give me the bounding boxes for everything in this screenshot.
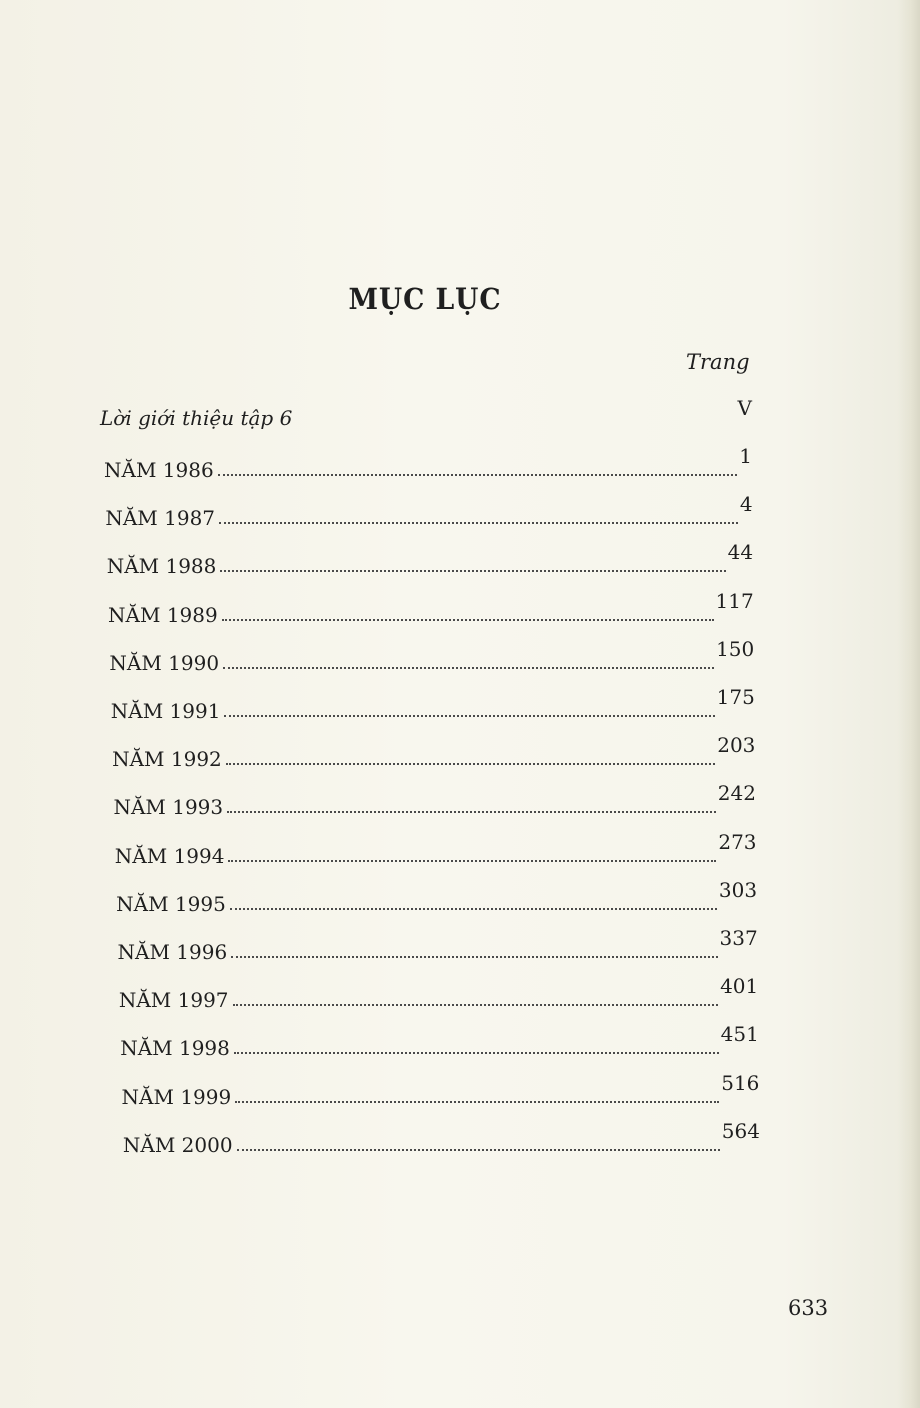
toc-entry-label: NĂM 1992 [112,747,222,772]
toc-entry-page: 401 [720,974,759,999]
dot-leader [219,521,738,524]
dot-leader [226,762,715,765]
toc-intro-row [100,396,752,432]
toc-entry-page: 303 [718,877,758,902]
toc-entry-page: 150 [716,636,755,661]
dot-leader [237,1148,720,1151]
toc-entry-label: NĂM 1990 [109,650,220,675]
dot-leader [234,1051,719,1054]
toc-entry-label: NĂM 1994 [114,843,225,868]
toc-entry-label: NĂM 1986 [104,458,214,482]
toc-entry [109,636,755,675]
toc-entry [116,877,758,916]
toc-entry-label: NĂM 1998 [120,1036,230,1061]
toc-entry-label: NĂM 1999 [121,1084,232,1109]
toc-entry-label: NĂM 1989 [108,602,218,627]
toc-entry [108,588,754,627]
toc-entry [110,685,755,723]
dot-leader [228,859,716,862]
toc-entry-label: NĂM 1997 [118,988,229,1013]
dot-leader [230,907,717,910]
toc-entry [122,1118,760,1157]
toc-entry-page: 564 [721,1118,760,1143]
dot-leader [233,1003,719,1006]
dot-leader [220,569,725,572]
toc-entry-page: 242 [717,781,756,806]
toc-entry [106,540,754,579]
page-number: 633 [788,1296,829,1320]
toc-entry-page: 175 [716,685,755,709]
toc-entry [104,444,752,482]
toc-entry-page: 117 [715,588,754,613]
page-title: MỤC LỤC [348,282,502,316]
toc-entry [113,781,756,820]
toc-entry-page: 44 [727,540,754,565]
toc-entry-label: NĂM 1993 [113,795,224,820]
toc-entry [118,974,759,1013]
toc-entry [105,492,753,531]
toc-entry-page: 1 [739,444,752,468]
toc-entry-page: 516 [721,1070,760,1095]
toc-entry-label: NĂM 1991 [110,699,221,723]
toc-entry-page: 451 [720,1022,759,1047]
toc-entry-label: NĂM 1987 [105,506,216,531]
toc-entry-label: NĂM 1988 [106,554,217,579]
page-edge-shadow [898,0,920,1408]
dot-leader [227,810,716,813]
toc-entry [117,926,758,964]
toc-entry-label: NĂM 1996 [117,940,228,964]
toc-entry [121,1070,760,1109]
dot-leader [231,955,717,958]
toc-entry-label: NĂM 1995 [116,891,226,916]
toc-entry [114,829,757,868]
toc-entry [112,733,756,772]
toc-intro-label: Lời giới thiệu tập 6 [100,406,293,430]
dot-leader [224,714,714,717]
toc-intro-page: V [737,396,752,420]
dot-leader [222,618,714,621]
dot-leader [235,1100,719,1103]
toc-entry-page: 273 [718,829,757,854]
toc-entry [120,1022,759,1061]
dot-leader [223,666,714,669]
toc-entry-page: 4 [739,492,753,517]
dot-leader [218,473,738,476]
page-column-label: Trang [686,350,750,374]
toc-entry-label: NĂM 2000 [122,1132,233,1157]
toc-entry-page: 203 [717,733,756,758]
toc-entry-page: 337 [719,926,758,950]
